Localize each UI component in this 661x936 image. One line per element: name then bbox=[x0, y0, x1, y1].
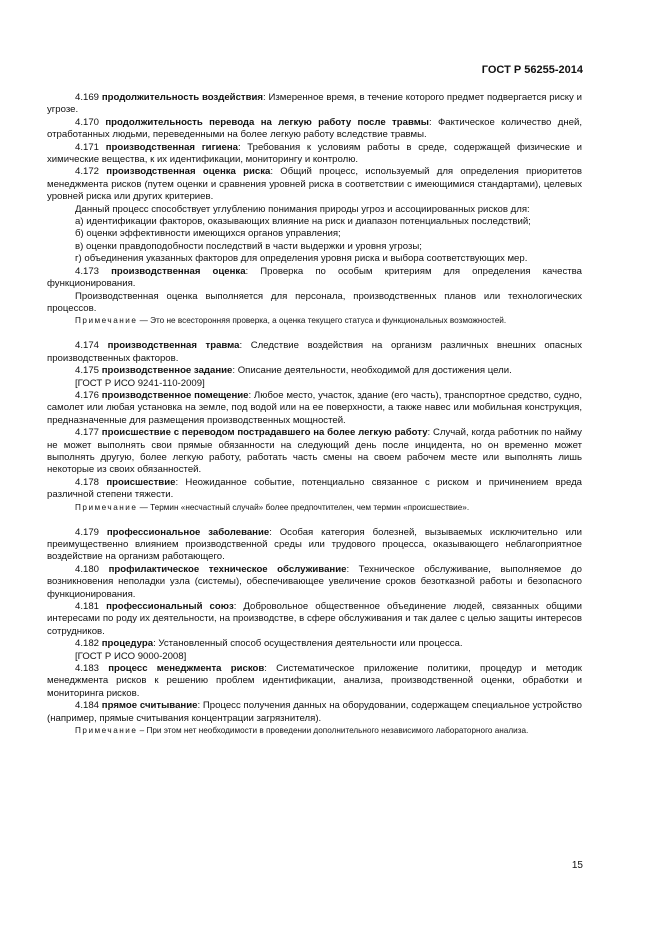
page-number: 15 bbox=[571, 860, 583, 871]
entry-4.180: 4.180 профилактическое техническое обслуживание: Техническое обслуживание, выполняемое до возникновения неполадки узла (системы), обеспечивающее увеличение сроков безотказной работы и безопасного функционирования. bbox=[47, 563, 582, 600]
entry-4.176: 4.176 производственное помещение: Любое место, участок, здание (его часть), транспортное средство, судно, самолет или любая установка на земле, под водой или на ее поверхности, а также навес или мобильная конструкция, предназначенные для размещения производственных мощностей. bbox=[47, 389, 582, 426]
note: Примечание — Это не всесторонняя проверка, а оценка текущего статуса и функциональных возможностей. bbox=[75, 316, 507, 326]
page-body bbox=[47, 92, 582, 742]
entry-4.172: 4.172 производственная оценка риска: Общий процесс, используемый для определения приоритетов менеджмента рисков (путем оценки и сравнения уровней риска в соответствии с имеющимися стандартами), целевых уровней риска или других критериев. bbox=[47, 166, 582, 203]
entry-4.173: 4.173 производственная оценка: Проверка по особым критериям для определения качества функционирования. bbox=[47, 265, 582, 290]
standard-reference: [ГОСТ Р ИСО 9241-110-2009] bbox=[75, 377, 205, 389]
entry-4.177: 4.177 происшествие с переводом пострадавшего на более легкую работу: Случай, когда работник по найму не может выполнять свои прямые обязанности на следующий день после инцидента, но он временно может выполнять другую, более легкую работу, работать часть смены на своем рабочем месте или выполнять лишь некоторые из своих обязанностей. bbox=[47, 427, 582, 476]
list-item: а) идентификации факторов, оказывающих влияние на риск и диапазон потенциальных последствий; bbox=[75, 216, 531, 228]
entry-4.171: 4.171 производственная гигиена: Требования к условиям работы в среде, содержащей физические и химические вещества, к их идентификации, мониторингу и контролю. bbox=[47, 141, 583, 166]
note: Примечание – При этом нет необходимости в проведении дополнительного независимого лабораторного анализа. bbox=[75, 726, 529, 736]
entry-4.172-paragraph: Данный процесс способствует углублению понимания природы угроз и ассоциированных рисков для: bbox=[75, 203, 530, 215]
entry-4.175: 4.175 производственное задание: Описание деятельности, необходимой для достижения цели. bbox=[75, 365, 512, 377]
standard-reference: [ГОСТ Р ИСО 9000-2008] bbox=[75, 650, 187, 662]
entry-4.174: 4.174 производственная травма: Следствие воздействия на организм различных внешних опасных производственных факторов. bbox=[47, 340, 582, 364]
entry-4.181: 4.181 профессиональный союз: Добровольное общественное объединение людей, связанных общими интересами по роду их деятельности, на производстве, в сфере обслуживания и так далее с целью защиты интересов сотрудников. bbox=[47, 601, 582, 637]
list-item: б) оценки эффективности имеющихся органов управления; bbox=[75, 228, 341, 240]
entry-4.182: 4.182 процедура: Установленный способ осуществления деятельности или процесса. bbox=[75, 638, 463, 650]
list-item: в) оценки правдоподобности последствий в части выдержки и уровня угрозы; bbox=[75, 240, 422, 252]
note: Примечание — Термин «несчастный случай» более предпочтителен, чем термин «происшествие». bbox=[75, 502, 470, 512]
entry-4.170: 4.170 продолжительность перевода на легкую работу после травмы: Фактическое количество дней, отработанных людьми, переведенными на более легкую работу вследствие травмы. bbox=[47, 116, 582, 141]
entry-4.184: 4.184 прямое считывание: Процесс получения данных на оборудовании, содержащем специальное устройство (например, прямые считывания концентрации загрязнителя). bbox=[47, 700, 583, 724]
entry-4.169: 4.169 продолжительность воздействия: Измеренное время, в течение которого предмет подвергается риску и угрозе. bbox=[47, 92, 582, 116]
entry-4.179: 4.179 профессиональное заболевание: Особая категория болезней, вызываемых исключительно или преимущественно влиянием производственной среды или трудового процесса, оказывающего неблагоприятное воздействие на организм работающего. bbox=[47, 526, 582, 563]
entry-4.173-paragraph: Производственная оценка выполняется для персонала, производственных планов или технологических процессов. bbox=[47, 290, 582, 314]
document-header: ГОСТ Р 56255-2014 bbox=[481, 64, 583, 76]
list-item: г) объединения указанных факторов для определения уровня риска и выбора соответствующих мер. bbox=[75, 253, 528, 265]
entry-4.178: 4.178 происшествие: Неожиданное событие, потенциально связанное с риском и причинением вреда различной степени тяжести. bbox=[47, 476, 582, 501]
entry-4.183: 4.183 процесс менеджмента рисков: Систематическое приложение политики, процедур и методик менеджмента рисков к решению проблем идентификации, анализа, производственной оценки, обработки и мониторинга рисков. bbox=[47, 663, 582, 699]
